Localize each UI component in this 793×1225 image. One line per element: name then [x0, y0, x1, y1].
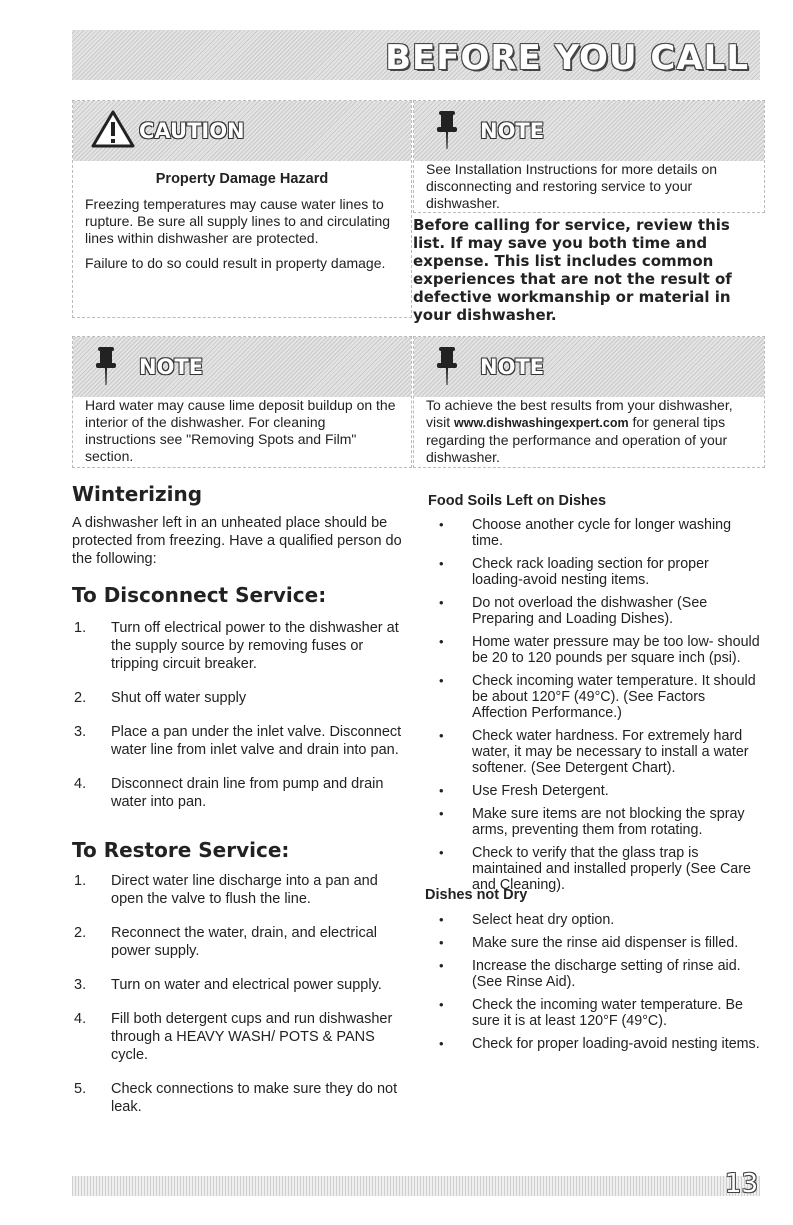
- list-item: • Use Fresh Detergent.: [428, 783, 763, 799]
- pushpin-icon: [432, 109, 462, 151]
- list-item: • Increase the discharge setting of rinse aid. (See Rinse Aid).: [428, 958, 763, 990]
- caution-bar: [73, 101, 411, 161]
- note-bar: [73, 337, 411, 397]
- disconnect-steps: [72, 619, 412, 827]
- step-item: [72, 872, 407, 908]
- footer-band: [72, 1176, 760, 1196]
- step-item: [72, 689, 412, 707]
- step-text: Turn off electrical power to the dishwasher at the supply source by removing fuses or tripping circuit breaker.: [111, 620, 399, 672]
- note-hard-water-text: Hard water may cause lime deposit buildup on the interior of the dishwasher. For cleaning instructions see "Removing Spots and Film" section.: [85, 397, 396, 464]
- list-item: • Do not overload the dishwasher (See Preparing and Loading Dishes).: [428, 595, 763, 627]
- step-number: 4.: [74, 776, 87, 792]
- note-results-text: [426, 397, 752, 466]
- note-label: NOTE: [139, 355, 204, 379]
- list-item: • Check to verify that the glass trap is maintained and installed properly (See Care and Cleaning).: [428, 845, 763, 893]
- step-number: 3.: [74, 724, 87, 740]
- page-title: BEFORE YOU CALL: [385, 38, 749, 78]
- note-label: NOTE: [480, 119, 545, 143]
- note-box-best-results: [413, 336, 765, 468]
- step-number: 5.: [74, 1081, 87, 1097]
- step-number: 3.: [74, 977, 87, 993]
- note-bar: [414, 101, 764, 161]
- step-text: Place a pan under the inlet valve. Disconnect water line from inlet valve and drain into pan.: [111, 724, 402, 758]
- step-item: [72, 619, 412, 673]
- step-text: Fill both detergent cups and run dishwasher through a HEAVY WASH/ POTS & PANS cycle.: [111, 1011, 393, 1063]
- step-item: [72, 976, 407, 994]
- restore-steps: [72, 872, 407, 1132]
- list-item: • Make sure items are not blocking the spray arms, preventing them from rotating.: [428, 806, 763, 838]
- caution-label: CAUTION: [139, 119, 245, 143]
- list-item: • Check the incoming water temperature. Be sure it is at least 120°F (49°C).: [428, 997, 763, 1029]
- list-item: • Check water hardness. For extremely hard water, it may be necessary to install a water softener. (See Detergent Chart).: [428, 728, 763, 776]
- list-item: • Select heat dry option.: [428, 912, 763, 928]
- disconnect-heading: To Disconnect Service:: [72, 583, 327, 607]
- note-bar: [414, 337, 764, 397]
- list-item: • Make sure the rinse aid dispenser is filled.: [428, 935, 763, 951]
- note-box-installation: [413, 100, 765, 213]
- step-text: Shut off water supply: [111, 690, 247, 706]
- list-item: • Check incoming water temperature. It should be about 120°F (49°C). (See Factors Affection Performance.): [428, 673, 763, 721]
- step-text: Reconnect the water, drain, and electrical power supply.: [111, 925, 377, 959]
- step-item: [72, 924, 407, 960]
- pushpin-icon: [432, 345, 462, 387]
- list-item: • Check rack loading section for proper loading-avoid nesting items.: [428, 556, 763, 588]
- step-text: Disconnect drain line from pump and drain water into pan.: [111, 776, 384, 810]
- caution-text-1: Freezing temperatures may cause water lines to rupture. Be sure all supply lines to and circulating lines within dishwasher are protected.: [85, 196, 391, 246]
- dishes-not-dry-heading: Dishes not Dry: [425, 887, 528, 903]
- step-item: [72, 775, 412, 811]
- step-item: [72, 723, 412, 759]
- step-text: Check connections to make sure they do not leak.: [111, 1081, 398, 1115]
- note-label: NOTE: [480, 355, 545, 379]
- step-text: Direct water line discharge into a pan and open the valve to flush the line.: [111, 873, 378, 907]
- food-soils-list: [428, 517, 763, 900]
- note-install-text: See Installation Instructions for more details on disconnecting and restoring service to your dishwasher.: [426, 161, 718, 211]
- step-item: [72, 1080, 407, 1116]
- step-item: [72, 1010, 407, 1064]
- list-item: • Home water pressure may be too low- should be 20 to 120 pounds per square inch (psi).: [428, 634, 763, 666]
- dishes-not-dry-list: [428, 912, 763, 1059]
- step-number: 2.: [74, 690, 87, 706]
- note-results-text-before: To achieve the best results from your dishwasher, visit: [426, 397, 733, 430]
- pushpin-icon: [91, 345, 121, 387]
- list-item: • Check for proper loading-avoid nesting items.: [428, 1036, 763, 1052]
- food-soils-heading: Food Soils Left on Dishes: [428, 493, 607, 509]
- list-item: • Choose another cycle for longer washing time.: [428, 517, 763, 549]
- review-note: Before calling for service, review this list. If may save you both time and expense. This list includes common experiences that are not the result of defective workmanship or material in your dishwasher.: [413, 216, 732, 324]
- restore-heading: To Restore Service:: [72, 838, 290, 862]
- caution-text-2: Failure to do so could result in property damage.: [85, 255, 386, 271]
- step-number: 1.: [74, 620, 87, 636]
- step-number: 4.: [74, 1011, 87, 1027]
- step-number: 1.: [74, 873, 87, 889]
- step-text: Turn on water and electrical power supply.: [111, 977, 382, 993]
- winterizing-intro: A dishwasher left in an unheated place should be protected from freezing. Have a qualified person do the following:: [72, 515, 402, 567]
- winterizing-heading: Winterizing: [72, 482, 203, 506]
- page-number: 13: [724, 1169, 758, 1199]
- note-results-text-after: for general tips regarding the performance and operation of your dishwasher.: [426, 414, 728, 465]
- warning-triangle-icon: [91, 109, 135, 149]
- step-number: 2.: [74, 925, 87, 941]
- caution-box: [72, 100, 412, 318]
- expert-website-link[interactable]: www.dishwashingexpert.com: [454, 416, 629, 430]
- caution-heading: Property Damage Hazard: [155, 171, 329, 187]
- note-box-hard-water: [72, 336, 412, 468]
